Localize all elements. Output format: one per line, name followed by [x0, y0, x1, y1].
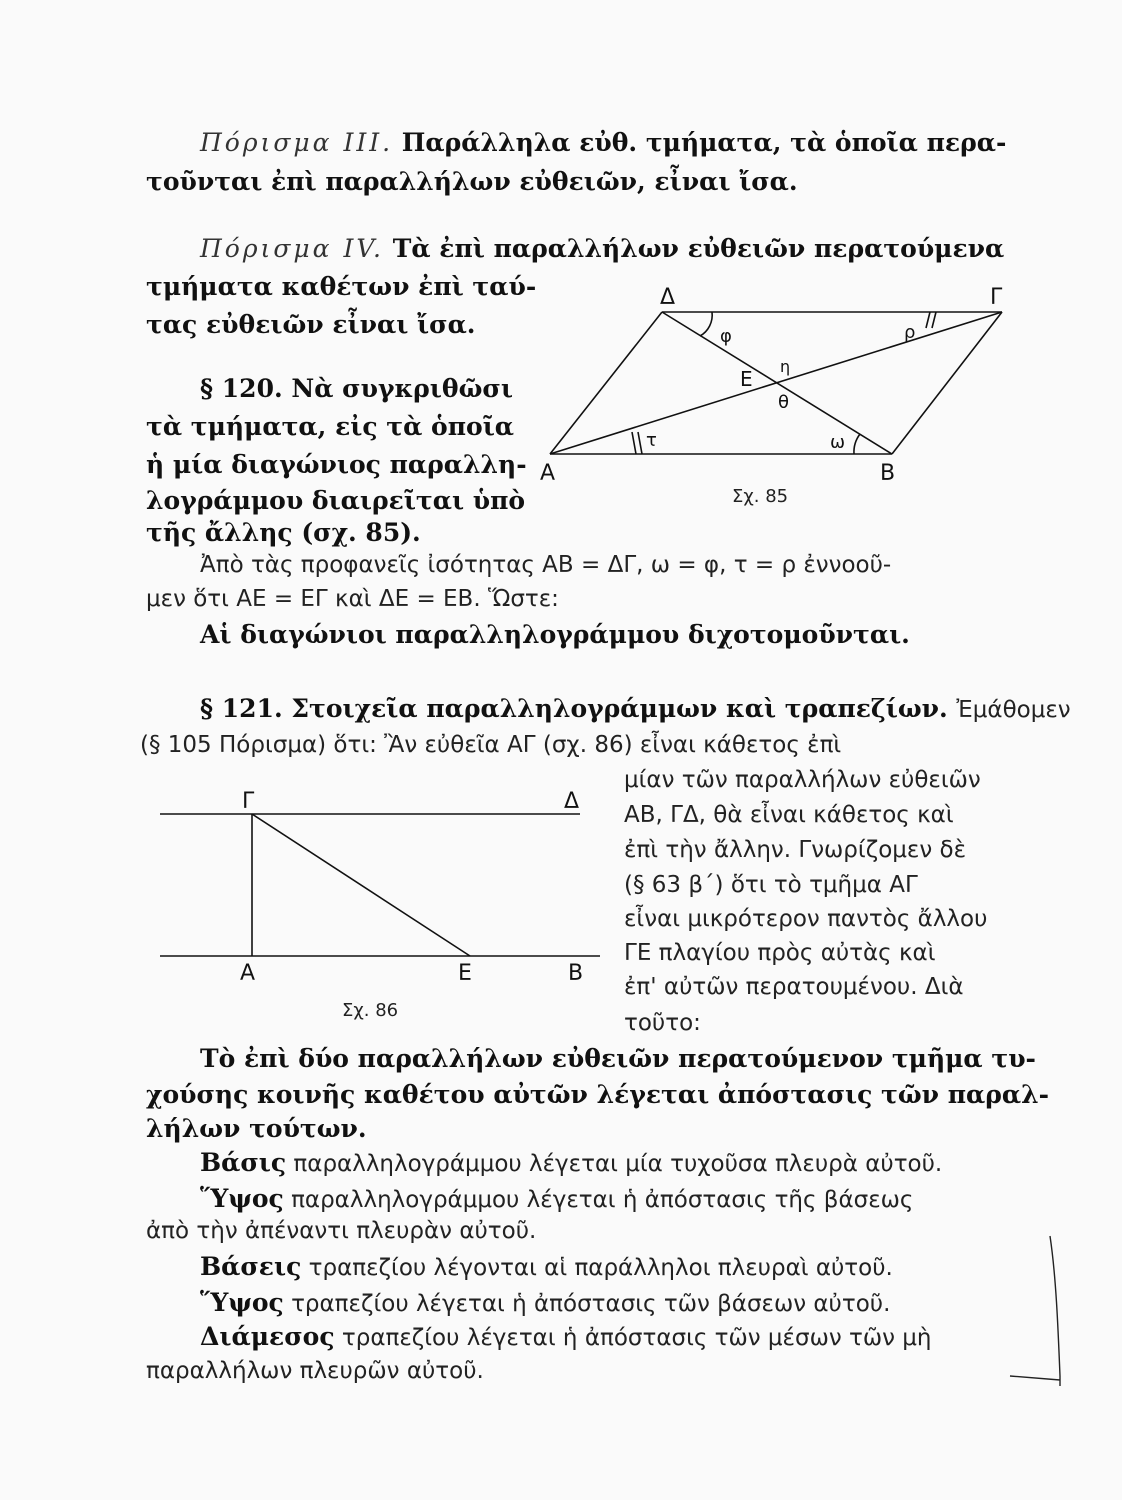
definition-line-2: χούσης κοινῆς καθέτου αὐτῶν λέγεται ἀπόστασις τῶν παραλ-: [146, 1080, 1050, 1109]
term-bases-trapezoid-text: τραπεζίου λέγονται αἱ παράλληλοι πλευραὶ αὐτοῦ.: [301, 1255, 893, 1281]
fig85-label-rho: ρ: [904, 322, 916, 343]
section-120-line-2: τὰ τμήματα, εἰς τὰ ὁποῖα: [146, 412, 515, 441]
fig86-label-b: Β: [568, 961, 584, 986]
fig85-label-phi: φ: [720, 326, 732, 347]
fig85-label-a: Α: [540, 461, 556, 486]
term-median-trapezoid-text: τραπεζίου λέγεται ἡ ἀπόστασις τῶν μέσων τῶν μὴ: [334, 1325, 932, 1351]
section-121-side-8: τοῦτο:: [624, 1010, 701, 1036]
corollary-4-line-1: [200, 234, 1004, 264]
term-line-7: παραλλήλων πλευρῶν αὐτοῦ.: [146, 1358, 484, 1384]
corollary-3-label: Πόρισμα III.: [200, 128, 394, 157]
definition-line-1: Τὸ ἐπὶ δύο παραλλήλων εὐθειῶν περατούμενον τμῆμα τυ-: [200, 1044, 1036, 1073]
section-121-heading-line: [200, 694, 1071, 725]
figure-86: [160, 788, 600, 986]
fig85-label-e: Ε: [740, 367, 753, 391]
fig86-label-e: Ε: [458, 961, 472, 986]
corollary-4-line-3: τας εὐθειῶν εἶναι ἴσα.: [146, 310, 476, 339]
section-121-heading: § 121. Στοιχεῖα παραλληλογράμμων καὶ τραπεζίων.: [200, 694, 948, 723]
fig85-label-eta: η: [780, 357, 791, 376]
fig85-label-b: Β: [880, 461, 896, 486]
term-height-parallelogram-text: παραλληλογράμμου λέγεται ἡ ἀπόστασις τῆς βάσεως: [283, 1187, 914, 1213]
section-120-line-4: λογράμμου διαιρεῖται ὑπὸ: [146, 486, 526, 515]
section-120-line-1: § 120. Νὰ συγκριθῶσι: [200, 374, 513, 403]
term-line-5: [200, 1288, 890, 1319]
fig85-arc-phi: [700, 312, 712, 336]
section-121-side-4: (§ 63 β΄) ὅτι τὸ τμῆμα ΑΓ: [624, 872, 918, 898]
term-line-2: [200, 1184, 913, 1215]
corollary-4-text-1: Τὰ ἐπὶ παραλλήλων εὐθειῶν περατούμενα: [392, 234, 1005, 263]
term-line-3: ἀπὸ τὴν ἀπέναντι πλευρὰν αὐτοῦ.: [146, 1218, 537, 1244]
term-base: Βάσις: [200, 1148, 287, 1177]
fig85-label-theta: θ: [778, 392, 790, 413]
term-base-text: παραλληλογράμμου λέγεται μία τυχοῦσα πλευρὰ αὐτοῦ.: [286, 1151, 943, 1177]
section-121-line-1-rest: Ἐμάθομεν: [956, 697, 1071, 723]
corollary-3-line-1: [200, 128, 1006, 158]
definition-line-3: λήλων τούτων.: [146, 1114, 367, 1143]
section-121-side-6: ΓΕ πλαγίου πρὸς αὐτὰς καὶ: [624, 940, 936, 966]
figure-86-caption: Σχ. 86: [342, 1000, 399, 1021]
term-height-trapezoid: Ὕψος: [200, 1288, 284, 1317]
fig85-label-g: Γ: [990, 285, 1003, 310]
term-height-trapezoid-text: τραπεζίου λέγεται ἡ ἀπόστασις τῶν βάσεων αὐτοῦ.: [283, 1291, 891, 1317]
fig85-arc-rho: [926, 312, 936, 328]
section-120-conclusion: Αἱ διαγώνιοι παραλληλογράμμου διχοτομοῦνται.: [200, 620, 910, 649]
term-bases-trapezoid: Βάσεις: [200, 1252, 302, 1281]
term-line-6: [200, 1322, 931, 1353]
section-120-line-3: ἡ μία διαγώνιος παραλλη-: [146, 450, 527, 479]
fig86-oblique-ge: [252, 814, 470, 956]
figure-85: [540, 282, 1003, 486]
section-121-side-1: μίαν τῶν παραλλήλων εὐθειῶν: [624, 767, 981, 793]
section-121-line-2: (§ 105 Πόρισμα) ὅτι: Ἂν εὐθεῖα ΑΓ (σχ. 86) εἶναι κάθετος ἐπὶ: [140, 732, 842, 758]
section-120-line-5: τῆς ἄλλης (σχ. 85).: [146, 518, 421, 547]
fig86-label-g: Γ: [242, 789, 255, 814]
fig85-label-omega: ω: [830, 432, 846, 453]
corollary-3-line-2: τοῦνται ἐπὶ παραλλήλων εὐθειῶν, εἶναι ἴσα.: [146, 167, 798, 196]
section-120-line-7: μεν ὅτι ΑΕ = ΕΓ καὶ ΔΕ = ΕΒ. Ὥστε:: [146, 586, 559, 612]
corollary-4-label: Πόρισμα IV.: [200, 234, 385, 263]
section-121-side-7: ἐπ' αὐτῶν περατουμένου. Διὰ: [624, 974, 964, 1000]
term-line-1: [200, 1148, 942, 1179]
fig85-arc-tau: [632, 432, 642, 454]
corollary-3-text-1: Παράλληλα εὐθ. τμήματα, τὰ ὁποῖα περα-: [401, 128, 1007, 157]
fig85-arc-omega: [854, 434, 860, 454]
fig85-label-d: Δ: [660, 285, 676, 310]
fig85-label-tau: τ: [646, 430, 657, 451]
corollary-4-line-2: τμήματα καθέτων ἐπὶ ταύ-: [146, 272, 537, 301]
fig85-diagonal-db: [662, 312, 892, 454]
figure-85-caption: Σχ. 85: [732, 486, 789, 507]
term-median-trapezoid: Διάμεσος: [200, 1322, 335, 1351]
section-120-line-6: Ἀπὸ τὰς προφανεῖς ἰσότητας ΑΒ = ΔΓ, ω = φ, τ = ρ ἐννοοῦ-: [200, 552, 892, 578]
term-height-parallelogram: Ὕψος: [200, 1184, 284, 1213]
margin-pencil-mark: [1010, 1236, 1070, 1396]
fig86-label-d: Δ: [564, 789, 580, 814]
fig86-label-a: Α: [240, 961, 256, 986]
section-121-side-3: ἐπὶ τὴν ἄλλην. Γνωρίζομεν δὲ: [624, 837, 967, 863]
section-121-side-5: εἶναι μικρότερον παντὸς ἄλλου: [624, 906, 988, 932]
term-line-4: [200, 1252, 893, 1283]
section-121-side-2: ΑΒ, ΓΔ, θὰ εἶναι κάθετος καὶ: [624, 802, 954, 828]
